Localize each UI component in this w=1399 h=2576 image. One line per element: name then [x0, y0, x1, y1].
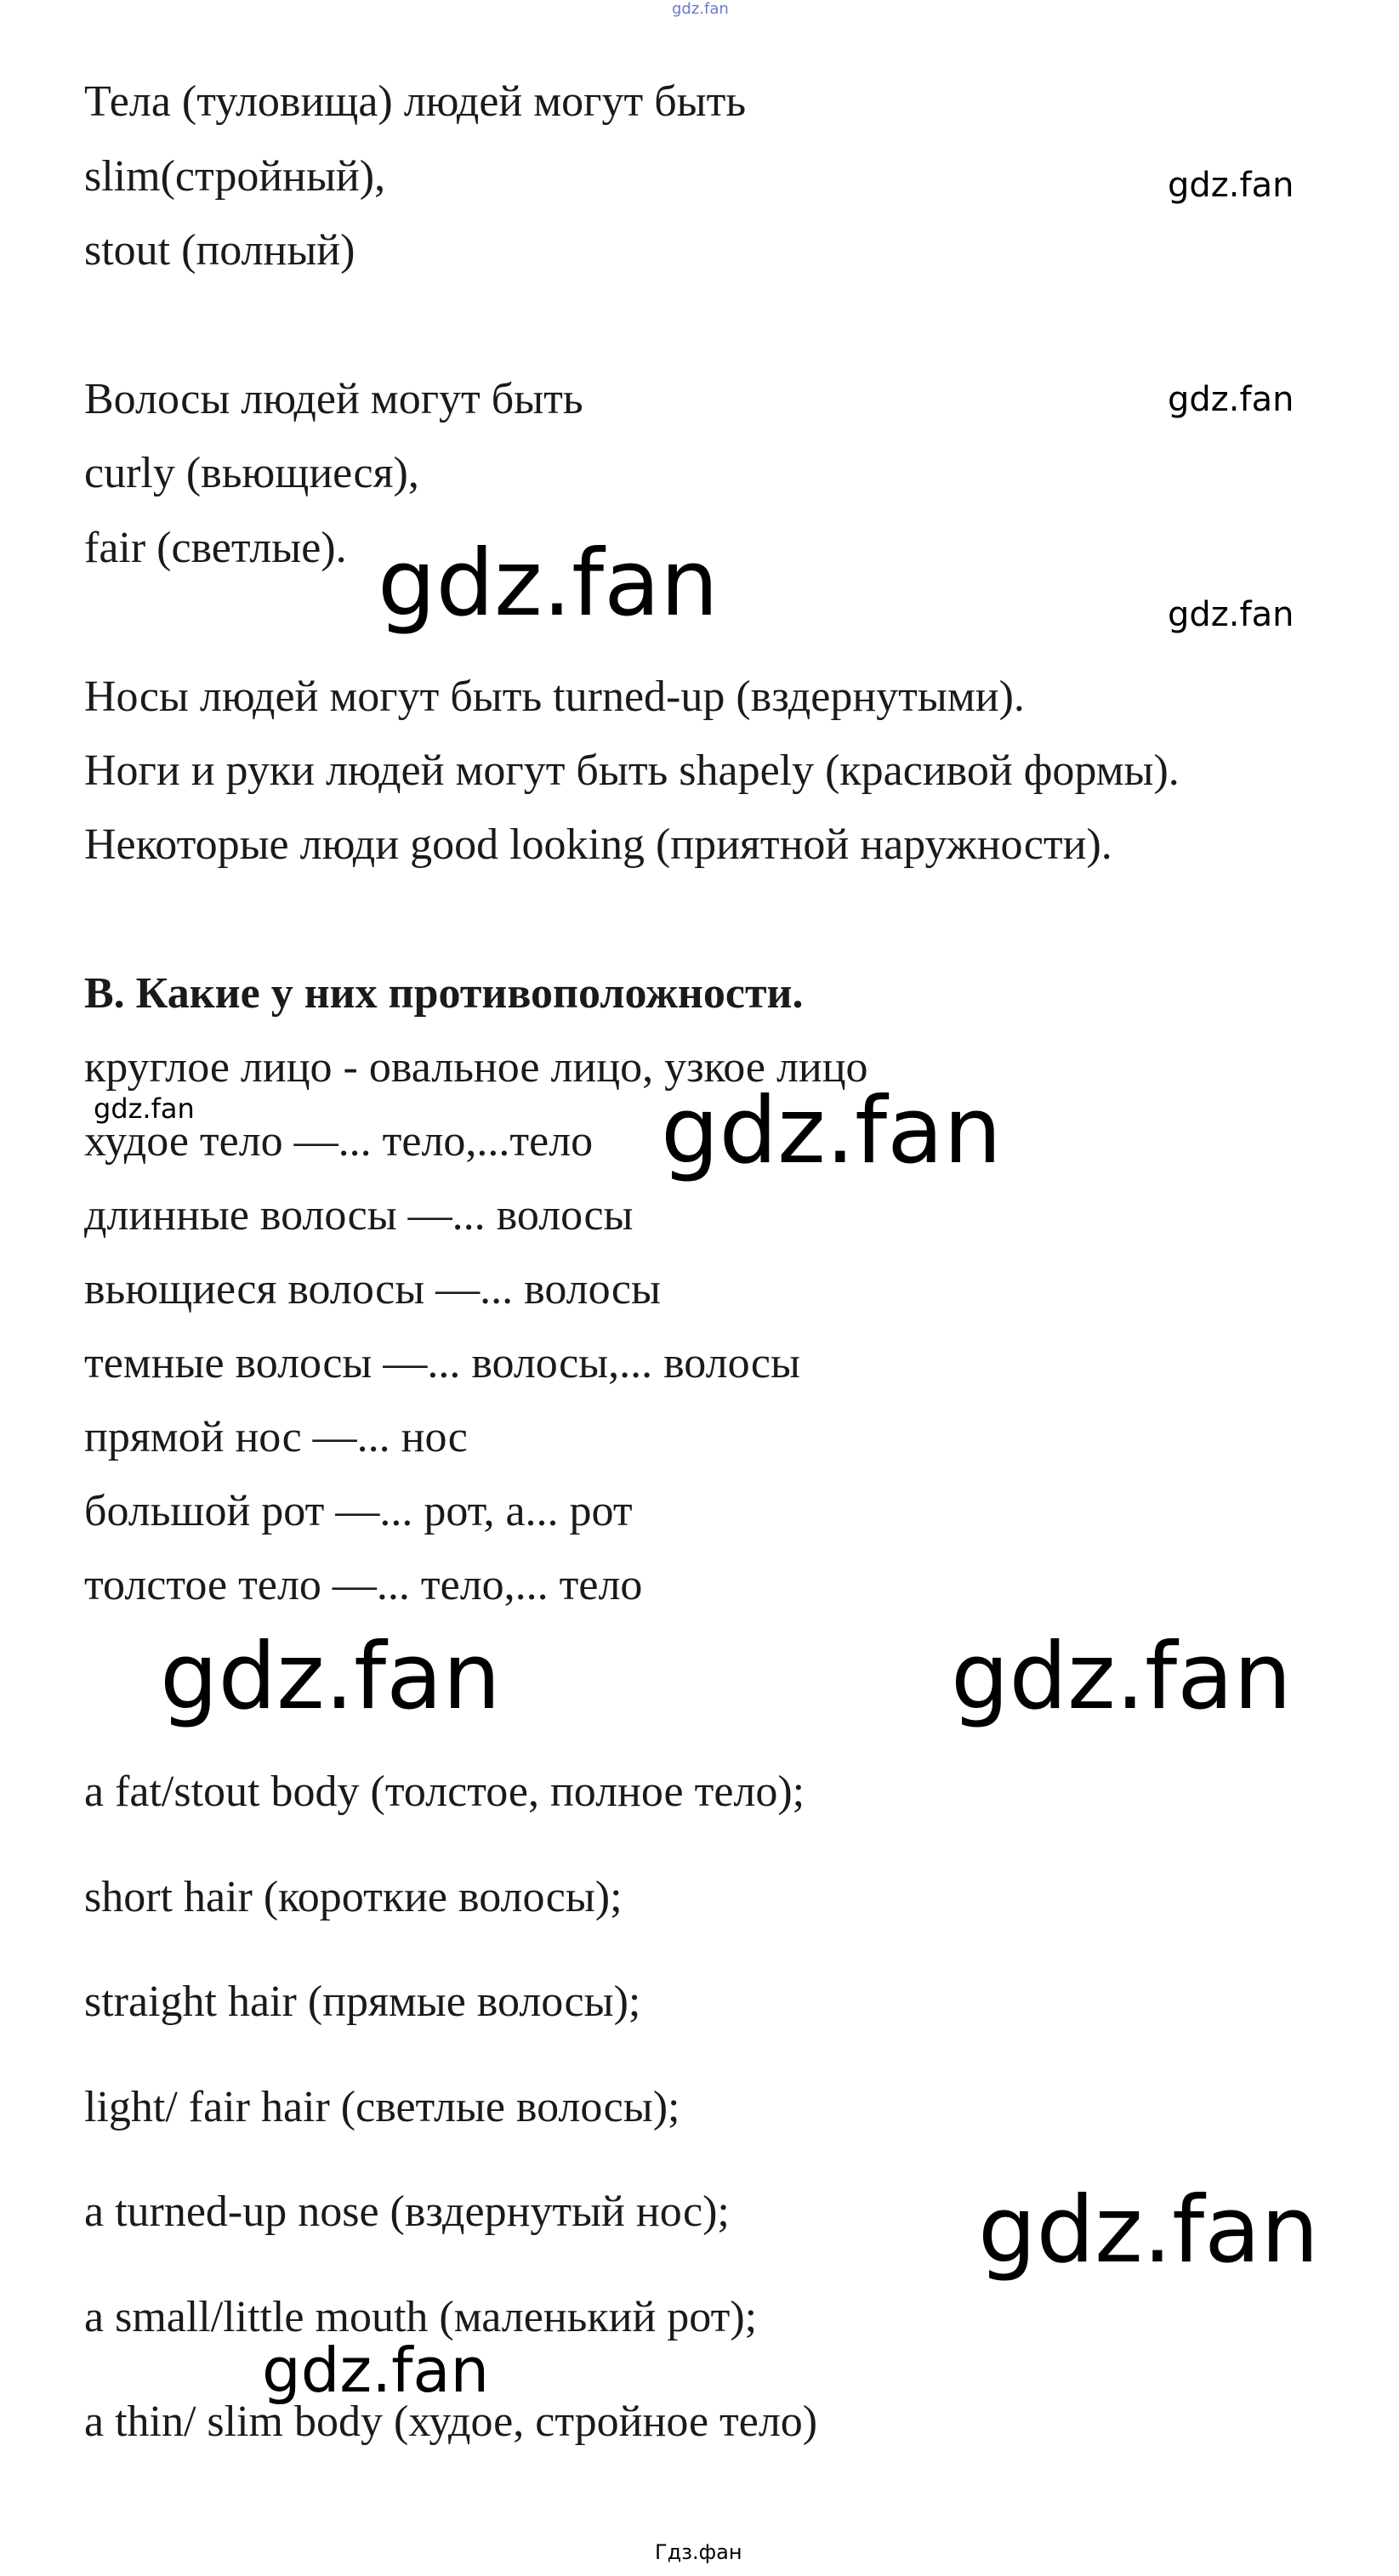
text-line: Волосы людей могут быть [84, 375, 583, 423]
text-line: прямой нос —... нос [84, 1413, 468, 1461]
text-line: fair (светлые). [84, 524, 347, 572]
answer-line: straight hair (прямые волосы); [84, 1977, 641, 2026]
text-line: вьющиеся волосы —... волосы [84, 1265, 661, 1314]
text-line: Ноги и руки людей могут быть shapely (красивой формы). [84, 746, 1180, 795]
answer-line: short hair (короткие волосы); [84, 1873, 623, 1921]
text-line: Тела (туловища) людей могут быть [84, 77, 747, 126]
text-line: Некоторые люди good looking (приятной наружности). [84, 820, 1112, 869]
text-line: темные волосы —... волосы,... волосы [84, 1339, 800, 1387]
watermark-large: gdz.fan [661, 1078, 1002, 1184]
watermark-small: gdz.fan [94, 1092, 195, 1125]
answer-line: light/ fair hair (светлые волосы); [84, 2083, 680, 2131]
footer-watermark: Гдз.фан [655, 2540, 742, 2564]
answer-line: a small/little mouth (маленький рот); [84, 2293, 758, 2341]
watermark-small: gdz.fan [1168, 595, 1294, 634]
text-line: худое тело —... тело,...тело [84, 1117, 594, 1166]
text-line: большой рот —... рот, а... рот [84, 1487, 633, 1535]
watermark-small: gdz.fan [1168, 166, 1294, 205]
text-line: curly (вьющиеся), [84, 449, 419, 497]
watermark-large: gdz.fan [160, 1624, 501, 1730]
answer-line: a fat/stout body (толстое, полное тело); [84, 1767, 805, 1816]
text-line: длинные волосы —... волосы [84, 1191, 634, 1240]
answer-line: a turned-up nose (вздернутый нос); [84, 2187, 730, 2236]
text-line: толстое тело —... тело,... тело [84, 1561, 643, 1609]
section-heading: B. Какие у них противоположности. [84, 969, 804, 1018]
watermark-medium: gdz.fan [262, 2335, 490, 2406]
text-line: круглое лицо - овальное лицо, узкое лицо [84, 1043, 868, 1092]
watermark-top: gdz.fan [672, 0, 729, 18]
watermark-large: gdz.fan [378, 531, 719, 637]
watermark-large: gdz.fan [951, 1624, 1292, 1730]
watermark-small: gdz.fan [1168, 380, 1294, 419]
text-line: Носы людей могут быть turned-up (вздернутыми). [84, 672, 1025, 721]
text-line: stout (полный) [84, 226, 355, 275]
text-line: slim(стройный), [84, 152, 386, 201]
watermark-large: gdz.fan [978, 2177, 1319, 2284]
answer-line: a thin/ slim body (худое, стройное тело) [84, 2397, 818, 2446]
